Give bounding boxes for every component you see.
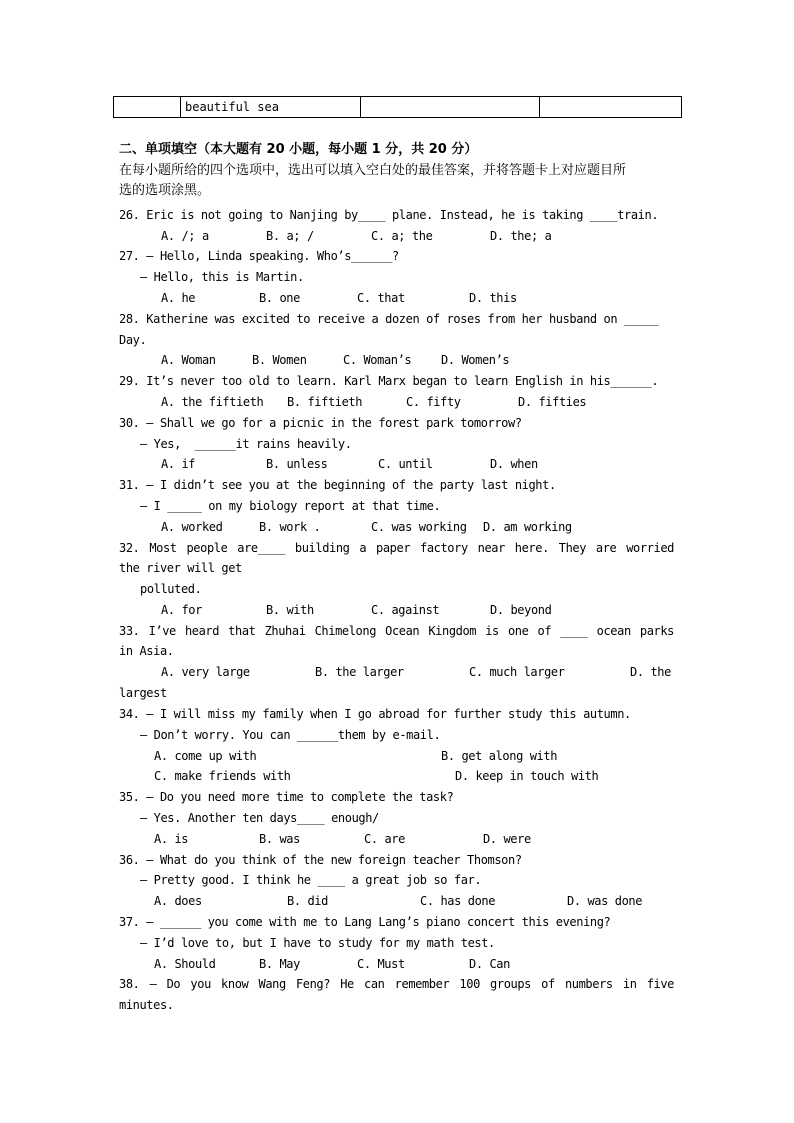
question-stem: 31. – I didn’t see you at the beginning of the party last night. bbox=[119, 478, 556, 492]
table-cell bbox=[361, 97, 540, 118]
option: D. keep in touch with bbox=[455, 769, 599, 783]
option: C. fifty bbox=[406, 395, 461, 409]
option: B. May bbox=[259, 957, 300, 971]
question-stem: 32. Most people are____ building a paper factory near here. They are worried bbox=[119, 541, 674, 555]
option: D. Women’s bbox=[441, 353, 510, 367]
option: A. the fiftieth bbox=[161, 395, 264, 409]
option: C. Must bbox=[357, 957, 405, 971]
option: A. /; a bbox=[161, 229, 209, 243]
option: D. fifties bbox=[518, 395, 587, 409]
question-stem: 34. – I will miss my family when I go abroad for further study this autumn. bbox=[119, 707, 631, 721]
option: C. that bbox=[357, 291, 405, 305]
option: A. if bbox=[161, 457, 196, 471]
option: B. was bbox=[259, 832, 300, 846]
question-stem: 36. – What do you think of the new foreign teacher Thomson? bbox=[119, 853, 522, 867]
table-cell: beautiful sea bbox=[181, 97, 361, 118]
question-stem: minutes. bbox=[119, 998, 174, 1012]
option: C. are bbox=[364, 832, 405, 846]
option: A. is bbox=[154, 832, 189, 846]
section-instruction: 在每小题所给的四个选项中，选出可以填入空白处的最佳答案，并将答题卡上对应题目所 bbox=[119, 163, 627, 178]
question-stem: 28. Katherine was excited to receive a dozen of roses from her husband on _____ bbox=[119, 312, 659, 326]
option: B. with bbox=[266, 603, 314, 617]
question-stem: 29. It’s never too old to learn. Karl Marx began to learn English in his______. bbox=[119, 374, 659, 388]
option: D. when bbox=[490, 457, 538, 471]
question-stem: the river will get bbox=[119, 561, 242, 575]
question-stem: in Asia. bbox=[119, 644, 174, 658]
option: D. was done bbox=[567, 894, 643, 908]
table-cell bbox=[114, 97, 181, 118]
option: D. am working bbox=[483, 520, 572, 534]
question-stem: 33. I’ve heard that Zhuhai Chimelong Ocean Kingdom is one of ____ ocean parks bbox=[119, 624, 674, 638]
option: B. fiftieth bbox=[287, 395, 363, 409]
option: C. a; the bbox=[371, 229, 433, 243]
option: A. he bbox=[161, 291, 196, 305]
option: B. a; / bbox=[266, 229, 314, 243]
option: D. were bbox=[483, 832, 531, 846]
option: D. the; a bbox=[490, 229, 552, 243]
table-row bbox=[114, 97, 682, 118]
option: B. get along with bbox=[441, 749, 558, 763]
question-reply: – I’d love to, but I have to study for my math test. bbox=[140, 936, 495, 950]
option: A. for bbox=[161, 603, 202, 617]
option: D. this bbox=[469, 291, 517, 305]
question-reply: – Pretty good. I think he ____ a great job so far. bbox=[140, 873, 482, 887]
option: B. the larger bbox=[315, 665, 404, 679]
option: C. was working bbox=[371, 520, 467, 534]
option: C. until bbox=[378, 457, 433, 471]
option: A. come up with bbox=[154, 749, 257, 763]
option: C. Woman’s bbox=[343, 353, 412, 367]
option: C. against bbox=[371, 603, 440, 617]
option: B. did bbox=[287, 894, 328, 908]
option: B. unless bbox=[266, 457, 328, 471]
question-reply: – I _____ on my biology report at that time. bbox=[140, 499, 441, 513]
option: A. Woman bbox=[161, 353, 216, 367]
option: C. make friends with bbox=[154, 769, 291, 783]
question-stem: Day. bbox=[119, 333, 147, 347]
option: C. has done bbox=[420, 894, 496, 908]
option: A. very large bbox=[161, 665, 250, 679]
option: A. Should bbox=[154, 957, 216, 971]
question-stem: 30. – Shall we go for a picnic in the forest park tomorrow? bbox=[119, 416, 522, 430]
question-reply: – Yes, ______it rains heavily. bbox=[140, 437, 352, 451]
question-stem: 38. – Do you know Wang Feng? He can remember 100 groups of numbers in five bbox=[119, 977, 674, 991]
option: C. much larger bbox=[469, 665, 565, 679]
question-stem: polluted. bbox=[140, 582, 202, 596]
answer-table bbox=[113, 96, 682, 118]
option: B. work . bbox=[259, 520, 321, 534]
question-reply: – Don’t worry. You can ______them by e-mail. bbox=[140, 728, 441, 742]
question-stem: 35. – Do you need more time to complete the task? bbox=[119, 790, 454, 804]
option: B. one bbox=[259, 291, 300, 305]
section-instruction: 选的选项涂黑。 bbox=[119, 183, 211, 198]
option-continuation: largest bbox=[119, 686, 167, 700]
option: D. beyond bbox=[490, 603, 552, 617]
option: B. Women bbox=[252, 353, 307, 367]
question-reply: – Yes. Another ten days____ enough/ bbox=[140, 811, 379, 825]
question-stem: 26. Eric is not going to Nanjing by____ plane. Instead, he is taking ____train. bbox=[119, 208, 659, 222]
question-reply: – Hello, this is Martin. bbox=[140, 270, 304, 284]
question-stem: 27. – Hello, Linda speaking. Who’s______? bbox=[119, 249, 399, 263]
table-cell bbox=[540, 97, 682, 118]
section-heading: 二、单项填空（本大题有 20 小题，每小题 1 分，共 20 分） bbox=[119, 142, 478, 157]
option: D. the bbox=[630, 665, 671, 679]
option: A. worked bbox=[161, 520, 223, 534]
option: A. does bbox=[154, 894, 202, 908]
option: D. Can bbox=[469, 957, 510, 971]
question-stem: 37. – ______ you come with me to Lang Lang’s piano concert this evening? bbox=[119, 915, 611, 929]
